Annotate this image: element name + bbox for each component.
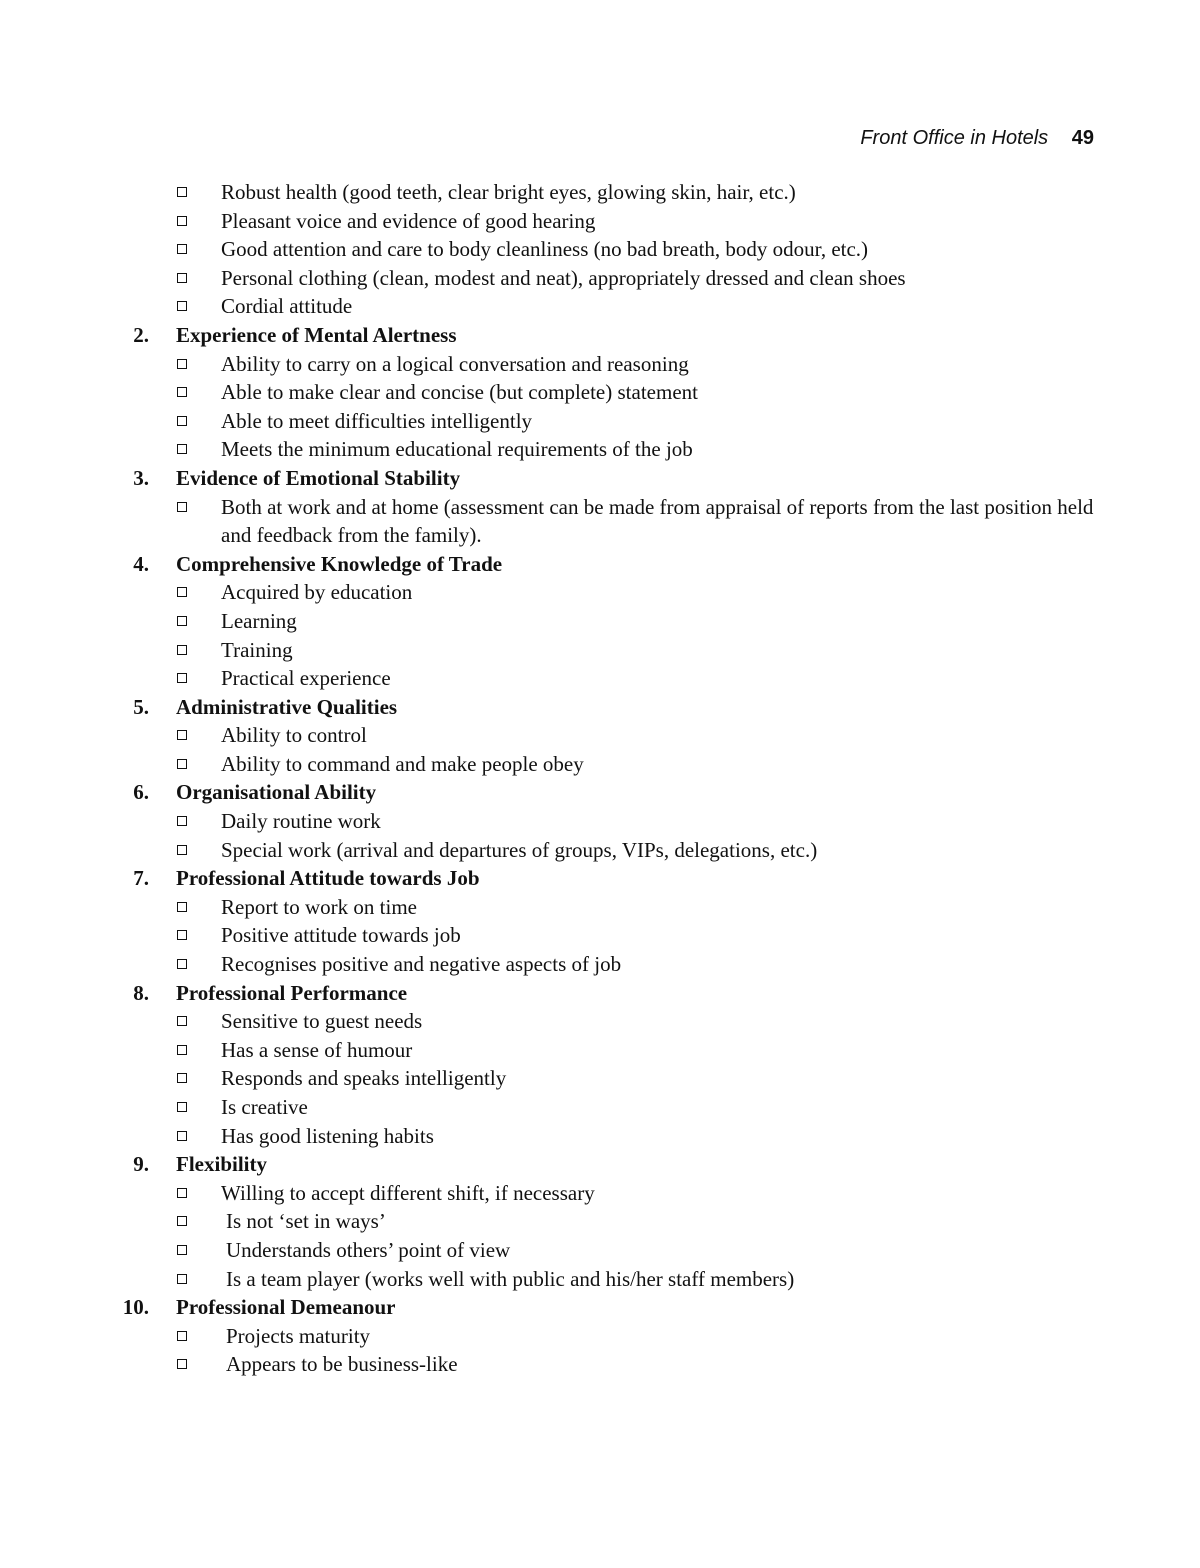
list-item: Projects maturity xyxy=(0,1322,1200,1351)
section-heading xyxy=(0,464,1200,493)
checkbox-bullet-icon xyxy=(177,1073,187,1083)
section-number: 8. xyxy=(133,980,149,1005)
list-item: Personal clothing (clean, modest and neat), appropriately dressed and clean shoes xyxy=(0,264,1200,293)
list-item: Responds and speaks intelligently xyxy=(0,1064,1200,1093)
section-number: 6. xyxy=(133,780,149,805)
section-title: Professional Demeanour xyxy=(176,1295,396,1320)
list-item: Appears to be business-like xyxy=(0,1350,1200,1379)
checkbox-bullet-icon xyxy=(177,587,187,597)
checkbox-bullet-icon xyxy=(177,816,187,826)
section-heading xyxy=(0,979,1200,1008)
section-organisational-ability xyxy=(0,778,1200,864)
list-item: Both at work and at home (assessment can be made from appraisal of reports from the last position held and feedback from the family). xyxy=(0,493,1200,550)
checkbox-bullet-icon xyxy=(177,1216,187,1226)
section-professional-attitude xyxy=(0,864,1200,978)
section-mental-alertness xyxy=(0,321,1200,464)
list-item: Report to work on time xyxy=(0,893,1200,922)
checkbox-bullet-icon xyxy=(177,244,187,254)
list-item: Pleasant voice and evidence of good hearing xyxy=(0,207,1200,236)
section-title: Comprehensive Knowledge of Trade xyxy=(176,551,503,576)
checkbox-bullet-icon xyxy=(177,1131,187,1141)
list-item: Training xyxy=(0,636,1200,665)
checkbox-bullet-icon xyxy=(177,645,187,655)
list-item: Good attention and care to body cleanliness (no bad breath, body odour, etc.) xyxy=(0,235,1200,264)
list-item: Practical experience xyxy=(0,664,1200,693)
checkbox-bullet-icon xyxy=(177,387,187,397)
list-item: Has a sense of humour xyxy=(0,1036,1200,1065)
section-title: Professional Attitude towards Job xyxy=(176,866,480,891)
checkbox-bullet-icon xyxy=(177,1331,187,1341)
section-number: 7. xyxy=(133,866,149,891)
list-item: Is not ‘set in ways’ xyxy=(0,1207,1200,1236)
checkbox-bullet-icon xyxy=(177,1188,187,1198)
checkbox-bullet-icon xyxy=(177,301,187,311)
running-header xyxy=(860,124,1094,152)
section-professional-demeanour xyxy=(0,1293,1200,1379)
section-title: Evidence of Emotional Stability xyxy=(176,465,461,490)
checkbox-bullet-icon xyxy=(177,616,187,626)
section-administrative-qualities xyxy=(0,693,1200,779)
checkbox-bullet-icon xyxy=(177,902,187,912)
list-item: Special work (arrival and departures of groups, VIPs, delegations, etc.) xyxy=(0,836,1200,865)
checkbox-bullet-icon xyxy=(177,930,187,940)
checkbox-bullet-icon xyxy=(177,1045,187,1055)
section-knowledge-of-trade xyxy=(0,550,1200,693)
list-item: Acquired by education xyxy=(0,578,1200,607)
checkbox-bullet-icon xyxy=(177,1245,187,1255)
list-item: Robust health (good teeth, clear bright eyes, glowing skin, hair, etc.) xyxy=(0,178,1200,207)
list-item: Learning xyxy=(0,607,1200,636)
checkbox-bullet-icon xyxy=(177,673,187,683)
checkbox-bullet-icon xyxy=(177,502,187,512)
section-title: Professional Performance xyxy=(176,980,408,1005)
page-content xyxy=(0,178,1200,1379)
book-title: Front Office in Hotels xyxy=(860,127,1049,149)
list-item: Daily routine work xyxy=(0,807,1200,836)
checkbox-bullet-icon xyxy=(177,273,187,283)
list-item: Sensitive to guest needs xyxy=(0,1007,1200,1036)
checkbox-bullet-icon xyxy=(177,216,187,226)
list-item: Recognises positive and negative aspects of job xyxy=(0,950,1200,979)
list-item: Understands others’ point of view xyxy=(0,1236,1200,1265)
section-heading xyxy=(0,321,1200,350)
list-item: Ability to carry on a logical conversation and reasoning xyxy=(0,350,1200,379)
list-item: Ability to control xyxy=(0,721,1200,750)
section-number: 9. xyxy=(133,1152,149,1177)
section-heading xyxy=(0,1293,1200,1322)
section-heading xyxy=(0,550,1200,579)
page-number: 49 xyxy=(1071,127,1094,149)
checkbox-bullet-icon xyxy=(177,1359,187,1369)
section-title: Administrative Qualities xyxy=(176,694,398,719)
section-heading xyxy=(0,1150,1200,1179)
checkbox-bullet-icon xyxy=(177,1016,187,1026)
list-item: Willing to accept different shift, if necessary xyxy=(0,1179,1200,1208)
checkbox-bullet-icon xyxy=(177,759,187,769)
section-heading xyxy=(0,693,1200,722)
list-item: Is creative xyxy=(0,1093,1200,1122)
section-number: 5. xyxy=(133,694,149,719)
section-number: 3. xyxy=(133,465,149,490)
list-item: Able to meet difficulties intelligently xyxy=(0,407,1200,436)
section-emotional-stability xyxy=(0,464,1200,550)
checkbox-bullet-icon xyxy=(177,845,187,855)
list-item: Positive attitude towards job xyxy=(0,921,1200,950)
checkbox-bullet-icon xyxy=(177,959,187,969)
section-heading xyxy=(0,778,1200,807)
list-item: Is a team player (works well with public and his/her staff members) xyxy=(0,1265,1200,1294)
list-item: Able to make clear and concise (but complete) statement xyxy=(0,378,1200,407)
section-title: Organisational Ability xyxy=(176,780,377,805)
checkbox-bullet-icon xyxy=(177,444,187,454)
section-number: 10. xyxy=(122,1295,149,1320)
section-professional-performance xyxy=(0,979,1200,1151)
checkbox-bullet-icon xyxy=(177,416,187,426)
checkbox-bullet-icon xyxy=(177,1274,187,1284)
section-heading xyxy=(0,864,1200,893)
section-number: 2. xyxy=(133,322,149,347)
section-title: Experience of Mental Alertness xyxy=(176,322,457,347)
section-title: Flexibility xyxy=(176,1152,267,1177)
list-item: Ability to command and make people obey xyxy=(0,750,1200,779)
section-flexibility xyxy=(0,1150,1200,1293)
intro-list xyxy=(0,178,1200,321)
list-item: Meets the minimum educational requirements of the job xyxy=(0,435,1200,464)
checkbox-bullet-icon xyxy=(177,730,187,740)
checkbox-bullet-icon xyxy=(177,1102,187,1112)
list-item: Has good listening habits xyxy=(0,1122,1200,1151)
checkbox-bullet-icon xyxy=(177,359,187,369)
section-number: 4. xyxy=(133,551,149,576)
checkbox-bullet-icon xyxy=(177,187,187,197)
list-item: Cordial attitude xyxy=(0,292,1200,321)
